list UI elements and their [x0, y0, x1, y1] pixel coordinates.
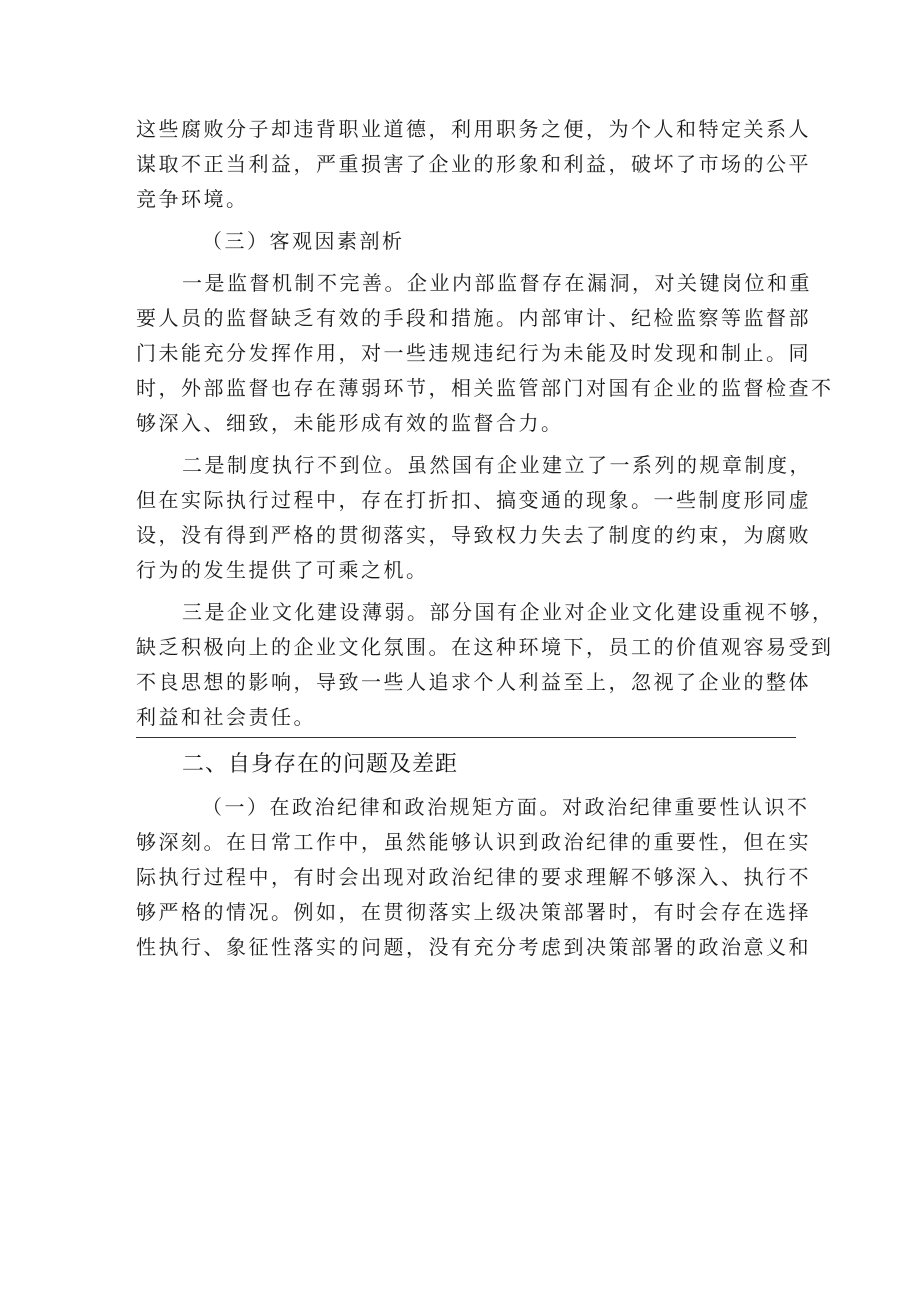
text-line: 缺乏积极向上的企业文化氛围。在这种环境下，员工的价值观容易受到	[136, 635, 834, 659]
text-line: 三是企业文化建设薄弱。部分国有企业对企业文化建设重视不够，	[182, 600, 835, 624]
text-line: 谋取不正当利益，严重损害了企业的形象和利益，破坏了市场的公平	[136, 152, 811, 176]
text-line: （一）在政治纪律和政治规矩方面。对政治纪律重要性认识不	[202, 795, 810, 819]
text-line: 二是制度执行不到位。虽然国有企业建立了一系列的规章制度，	[182, 453, 812, 477]
paragraph-political-discipline	[136, 790, 811, 965]
text-line: 门未能充分发挥作用，对一些违规违纪行为未能及时发现和制止。同	[136, 341, 811, 365]
document-page	[136, 112, 835, 965]
text-line: 性执行、象征性落实的问题，没有充分考虑到决策部署的政治意义和	[136, 935, 811, 959]
paragraph-enforcement	[136, 448, 812, 588]
text-line: 不良思想的影响，导致一些人追求个人利益至上，忽视了企业的整体	[136, 670, 811, 694]
paragraph-supervision	[136, 266, 834, 441]
paragraph-intro	[136, 112, 811, 217]
text-line: 际执行过程中，有时会出现对政治纪律的要求理解不够深入、执行不	[136, 865, 811, 889]
text-line: 但在实际执行过程中，存在打折扣、搞变通的现象。一些制度形同虚	[136, 488, 811, 512]
text-line: 利益和社会责任。	[136, 705, 316, 729]
text-line: 要人员的监督缺乏有效的手段和措施。内部审计、纪检监察等监督部	[136, 306, 811, 330]
text-line: 一是监督机制不完善。企业内部监督存在漏洞，对关键岗位和重	[182, 271, 812, 295]
text-line: 这些腐败分子却违背职业道德，利用职务之便，为个人和特定关系人	[136, 117, 811, 141]
text-line: 竞争环境。	[136, 187, 249, 211]
text-line: 够深入、细致，未能形成有效的监督合力。	[136, 411, 564, 435]
subheading-objective-factors	[136, 224, 796, 259]
horizontal-divider	[136, 737, 796, 738]
text-line: 够深刻。在日常工作中，虽然能够认识到政治纪律的重要性，但在实	[136, 830, 811, 854]
section-heading: 二、自身存在的问题及差距	[182, 752, 459, 777]
subheading-text: （三）客观因素剖析	[202, 229, 405, 253]
paragraph-culture	[136, 595, 835, 735]
text-line: 够严格的情况。例如，在贯彻落实上级决策部署时，有时会存在选择	[136, 900, 811, 924]
text-line: 行为的发生提供了可乘之机。	[136, 558, 429, 582]
text-line: 时，外部监督也存在薄弱环节，相关监管部门对国有企业的监督检查不	[136, 376, 834, 400]
text-line: 设，没有得到严格的贯彻落实，导致权力失去了制度的约束，为腐败	[136, 523, 811, 547]
